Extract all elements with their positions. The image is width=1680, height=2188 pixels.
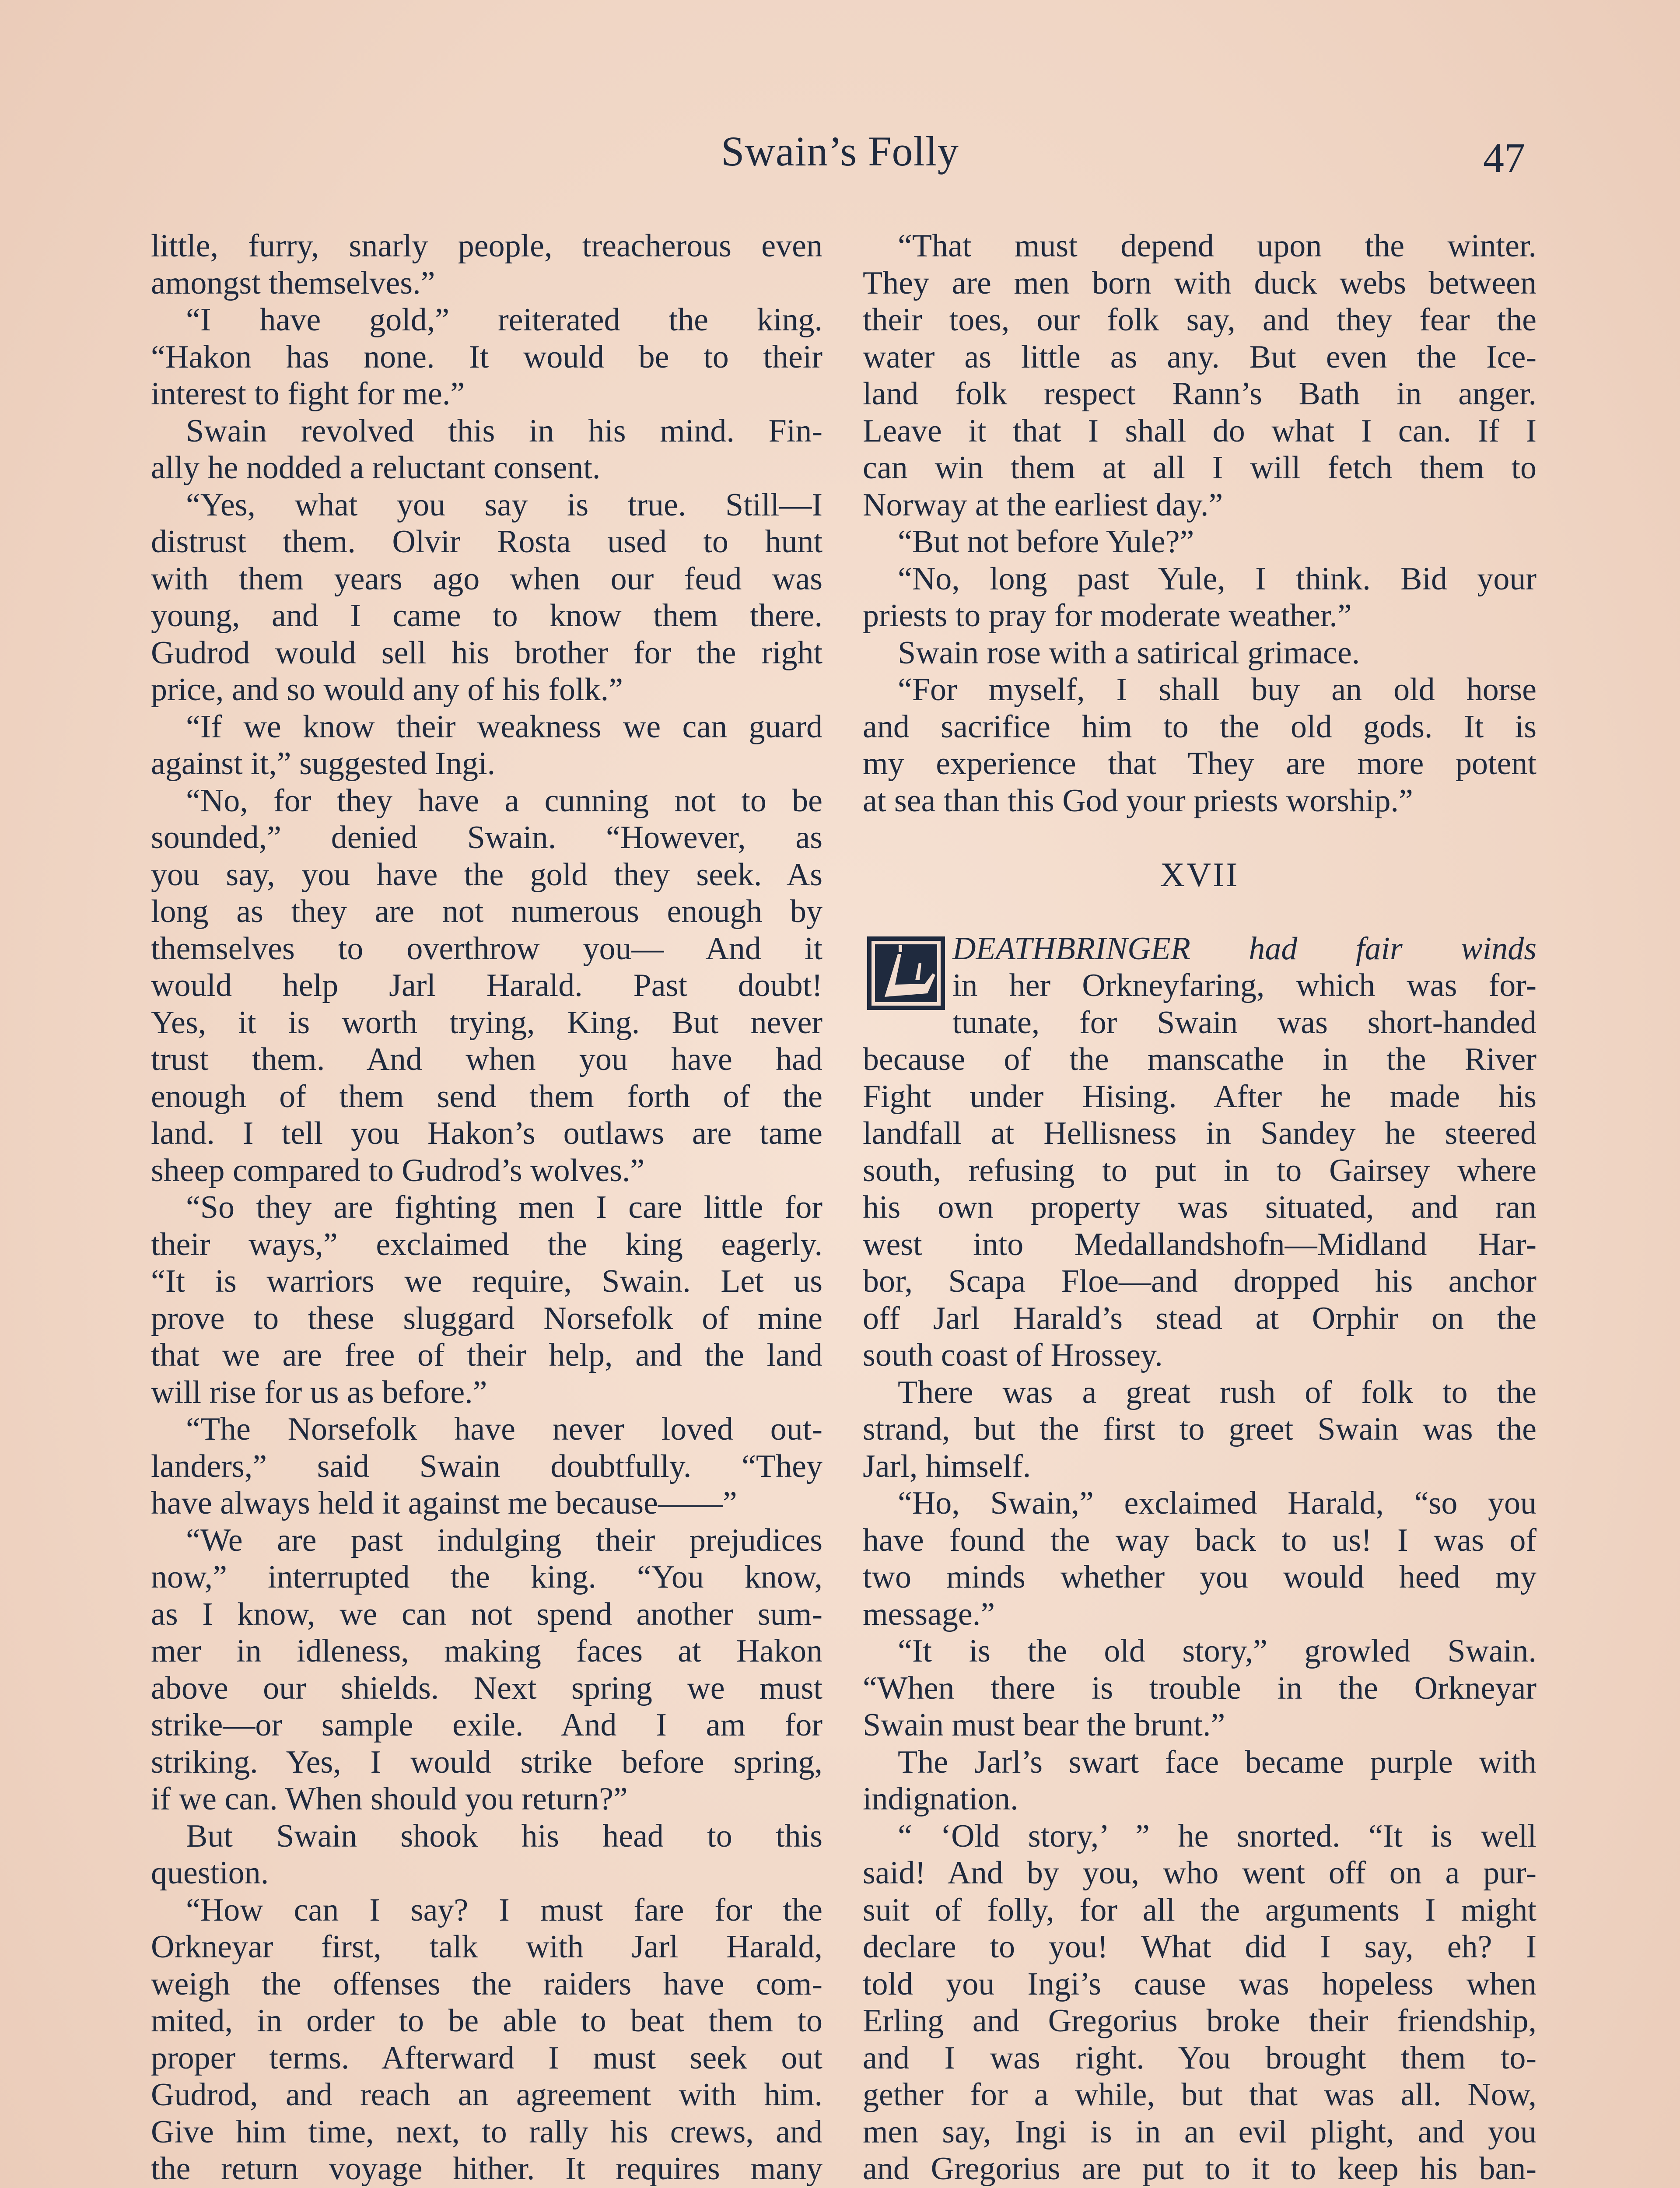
text-line: Jarl, himself. xyxy=(863,1448,1031,1484)
text-line: message.” xyxy=(863,1596,995,1632)
text-line: if we can. When should you return?” xyxy=(151,1781,628,1817)
text-line: Yes, it is worth trying, King. But never xyxy=(151,1004,822,1041)
text-line: Give him time, next, to rally his crews, and xyxy=(151,2114,822,2150)
page-number: 47 xyxy=(1483,134,1525,181)
text-line: declare to you! What did I say, eh? I xyxy=(863,1929,1536,1965)
drop-cap-paragraph xyxy=(863,930,1536,1041)
text-line: distrust them. Olvir Rosta used to hunt xyxy=(151,524,822,560)
text-line: striking. Yes, I would strike before spring, xyxy=(151,1744,822,1780)
text-line: told you Ingi’s cause was hopeless when xyxy=(863,1966,1536,2002)
text-line: Gudrod would sell his brother for the right xyxy=(151,635,822,671)
text-line: long as they are not numerous enough by xyxy=(151,894,822,929)
text-line: “We are past indulging their prejudices xyxy=(186,1522,822,1558)
text-line: off Jarl Harald’s stead at Orphir on the xyxy=(863,1300,1536,1336)
text-line: enough of them send them forth of the xyxy=(151,1078,822,1115)
right-column xyxy=(863,228,1536,2188)
text-line: and Gregorius are put to it to keep his ban- xyxy=(863,2151,1536,2187)
text-line: weigh the offenses the raiders have com- xyxy=(151,1966,822,2002)
text-line: “So they are fighting men I care little for xyxy=(186,1189,822,1225)
text-line xyxy=(863,930,1536,968)
text-line: themselves to overthrow you— And it xyxy=(151,930,822,967)
text-line: and I was right. You brought them to- xyxy=(863,2040,1536,2076)
text-line: “How can I say? I must fare for the xyxy=(186,1892,822,1928)
text-line: Swain rose with a satirical grimace. xyxy=(898,635,1360,671)
text-line: “For myself, I shall buy an old horse xyxy=(898,672,1536,708)
text-line: would help Jarl Harald. Past doubt! xyxy=(151,968,822,1003)
text-line: “Yes, what you say is true. Still—I xyxy=(186,487,822,523)
text-line: with them years ago when our feud was xyxy=(151,561,822,597)
text-line: their ways,” exclaimed the king eagerly. xyxy=(151,1226,822,1262)
text-line: bor, Scapa Floe—and dropped his anchor xyxy=(863,1263,1536,1299)
text-line: have always held it against me because——” xyxy=(151,1485,737,1521)
text-line: The Jarl’s swart face became purple with xyxy=(898,1744,1536,1780)
text-line: “No, for they have a cunning not to be xyxy=(186,782,822,819)
text-line: “It is the old story,” growled Swain. xyxy=(898,1633,1536,1669)
text-line: water as little as any. But even the Ice- xyxy=(863,339,1536,375)
text-line: land. I tell you Hakon’s outlaws are tame xyxy=(151,1115,822,1151)
text-line: Norway at the earliest day.” xyxy=(863,487,1223,523)
text-line: west into Medallandshofn—Midland Har- xyxy=(863,1226,1536,1262)
text-line: south coast of Hrossey. xyxy=(863,1337,1163,1373)
text-line: against it,” suggested Ingi. xyxy=(151,746,496,782)
text-line: and sacrifice him to the old gods. It is xyxy=(863,708,1536,745)
text-line: question. xyxy=(151,1855,269,1891)
text-line: that we are free of their help, and the land xyxy=(151,1337,822,1373)
text-line: tunate, for Swain was short-handed xyxy=(952,1004,1536,1041)
text-line: price, and so would any of his folk.” xyxy=(151,672,623,708)
text-line: gether for a while, but that was all. Now, xyxy=(863,2077,1536,2113)
text-line: priests to pray for moderate weather.” xyxy=(863,598,1352,634)
left-column xyxy=(151,228,822,2188)
text-line: above our shields. Next spring we must xyxy=(151,1670,822,1706)
text-line: little, furry, snarly people, treacherous even xyxy=(151,228,822,264)
text-line: suit of folly, for all the arguments I might xyxy=(863,1892,1536,1928)
text-line: sheep compared to Gudrod’s wolves.” xyxy=(151,1152,645,1189)
text-line: indignation. xyxy=(863,1781,1018,1817)
text-line: ally he nodded a reluctant consent. xyxy=(151,450,601,486)
text-line: mited, in order to be able to beat them to xyxy=(151,2003,822,2039)
text-line: “When there is trouble in the Orkneyar xyxy=(863,1670,1536,1706)
text-line: Orkneyar first, talk with Jarl Harald, xyxy=(151,1929,822,1965)
text-line: “No, long past Yule, I think. Bid your xyxy=(898,561,1536,597)
text-line: “Ho, Swain,” exclaimed Harald, “so you xyxy=(898,1485,1536,1521)
text-line: at sea than this God your priests worship.” xyxy=(863,782,1413,819)
text-line: Swain must bear the brunt.” xyxy=(863,1707,1225,1743)
text-line: in her Orkneyfaring, which was for- xyxy=(952,968,1536,1003)
text-line: “But not before Yule?” xyxy=(898,524,1194,560)
running-title: Swain’s Folly xyxy=(721,128,959,175)
text-line: said! And by you, who went off on a pur- xyxy=(863,1855,1536,1891)
text-line: men say, Ingi is in an evil plight, and you xyxy=(863,2114,1536,2150)
text-line: my experience that They are more potent xyxy=(863,746,1536,782)
text-line: “If we know their weakness we can guard xyxy=(186,708,822,745)
ship-drop-cap-icon xyxy=(867,936,945,1010)
text-line: will rise for us as before.” xyxy=(151,1374,487,1410)
text-line: you say, you have the gold they seek. As xyxy=(151,856,822,893)
text-line: amongst themselves.” xyxy=(151,265,435,301)
text-line: There was a great rush of folk to the xyxy=(898,1374,1536,1410)
text-line: landfall at Hellisness in Sandey he steered xyxy=(863,1115,1536,1151)
text-line: their toes, our folk say, and they fear the xyxy=(863,302,1536,338)
text-line: because of the manscathe in the River xyxy=(863,1041,1536,1077)
text-line: Gudrod, and reach an agreement with him. xyxy=(151,2077,822,2113)
text-line: Swain revolved this in his mind. Fin- xyxy=(186,413,822,449)
text-line: young, and I came to know them there. xyxy=(151,598,822,634)
text-line: proper terms. Afterward I must seek out xyxy=(151,2040,822,2076)
ship-name: DEATHBRINGER had fair winds xyxy=(952,930,1536,967)
text-line: landers,” said Swain doubtfully. “They xyxy=(151,1448,822,1484)
text-line: “The Norsefolk have never loved out- xyxy=(186,1411,822,1447)
text-line: his own property was situated, and ran xyxy=(863,1189,1536,1225)
text-line: have found the way back to us! I was of xyxy=(863,1522,1536,1558)
text-line: But Swain shook his head to this xyxy=(186,1818,822,1854)
text-line: can win them at all I will fetch them to xyxy=(863,450,1536,486)
text-line: They are men born with duck webs between xyxy=(863,265,1536,301)
text-line: south, refusing to put in to Gairsey where xyxy=(863,1152,1536,1189)
text-line: “Hakon has none. It would be to their xyxy=(151,339,822,375)
chapter-heading: XVII xyxy=(1160,855,1239,894)
text-line: Fight under Hising. After he made his xyxy=(863,1078,1536,1115)
text-line: mer in idleness, making faces at Hakon xyxy=(151,1633,822,1669)
text-line: “That must depend upon the winter. xyxy=(898,228,1536,264)
text-line: strand, but the first to greet Swain was the xyxy=(863,1411,1536,1447)
text-line: “ ‘Old story,’ ” he snorted. “It is well xyxy=(898,1818,1536,1854)
text-line: the return voyage hither. It requires many xyxy=(151,2151,822,2187)
text-line: prove to these sluggard Norsefolk of mine xyxy=(151,1300,822,1336)
text-line: now,” interrupted the king. “You know, xyxy=(151,1559,822,1595)
text-line: “It is warriors we require, Swain. Let us xyxy=(151,1263,822,1299)
text-line: as I know, we can not spend another sum- xyxy=(151,1596,822,1632)
text-line: two minds whether you would heed my xyxy=(863,1559,1536,1595)
text-line: land folk respect Rann’s Bath in anger. xyxy=(863,376,1536,412)
text-line: strike—or sample exile. And I am for xyxy=(151,1707,822,1743)
text-line: interest to fight for me.” xyxy=(151,376,465,412)
text-line: Leave it that I shall do what I can. If I xyxy=(863,413,1536,449)
text-line: sounded,” denied Swain. “However, as xyxy=(151,820,822,856)
text-line: “I have gold,” reiterated the king. xyxy=(186,302,822,338)
text-line: Erling and Gregorius broke their friendship, xyxy=(863,2003,1536,2039)
text-line: trust them. And when you have had xyxy=(151,1041,822,1077)
